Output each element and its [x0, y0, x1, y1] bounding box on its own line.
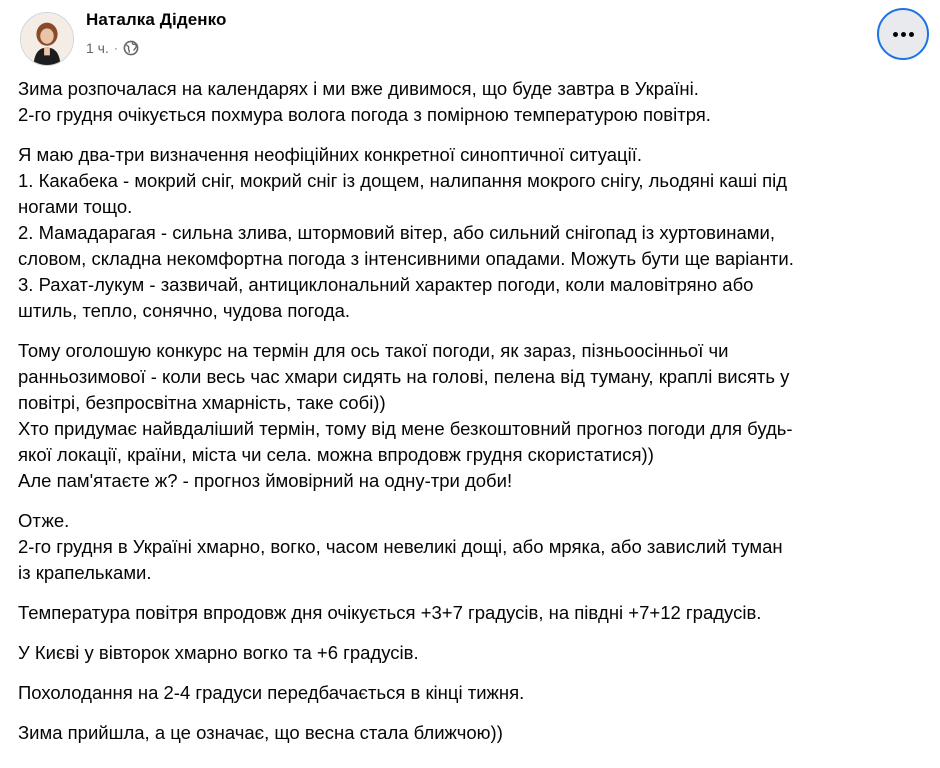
- post-text-line: 3. Рахат-лукум - зазвичай, антициклональний характер погоди, коли маловітряно або: [18, 274, 754, 295]
- globe-icon[interactable]: [123, 40, 139, 56]
- post-meta: [86, 40, 139, 56]
- post-paragraph: [18, 640, 934, 666]
- post-time[interactable]: 1 ч.: [86, 40, 109, 56]
- post-text-line: словом, складна некомфортна погода з інтенсивними опадами. Можуть бути ще варіанти.: [18, 248, 794, 269]
- post-text-line: якої локації, країни, міста чи села. можна впродовж грудня скористатися)): [18, 444, 654, 465]
- post-paragraph: [18, 508, 934, 586]
- post-text-line: Хто придумає найвдаліший термін, тому від мене безкоштовний прогноз погоди для будь-: [18, 418, 793, 439]
- meta-separator: ·: [113, 41, 118, 55]
- post-text-line: 2-го грудня в Україні хмарно, вогко, часом невеликі дощі, або мряка, або завислий туман: [18, 536, 783, 557]
- post-text-line: Я маю два-три визначення неофіційних конкретної синоптичної ситуації.: [18, 144, 643, 165]
- author-avatar[interactable]: [20, 12, 74, 66]
- more-options-button[interactable]: [877, 8, 929, 60]
- post-paragraph: [18, 76, 934, 128]
- post-text-line: ранньозимової - коли весь час хмари сидять на голові, пелена від туману, краплі висять у: [18, 366, 790, 387]
- post-text-line: Зима прийшла, а це означає, що весна стала ближчою)): [18, 722, 503, 743]
- post-text-line: Тому оголошую конкурс на термін для ось такої погоди, як зараз, пізньоосінньої чи: [18, 340, 729, 361]
- post-paragraph: [18, 142, 934, 324]
- post-paragraph: [18, 720, 934, 746]
- post-text-line: Отже.: [18, 510, 70, 531]
- post-text-line: 2-го грудня очікується похмура волога погода з помірною температурою повітря.: [18, 104, 711, 125]
- post-text-line: Температура повітря впродовж дня очікується +3+7 градусів, на півдні +7+12 градусів.: [18, 602, 762, 623]
- post-text-line: повітрі, безпросвітна хмарність, таке собі)): [18, 392, 386, 413]
- post-text-line: 1. Какабека - мокрий сніг, мокрий сніг із дощем, налипання мокрого снігу, льодяні каші під: [18, 170, 788, 191]
- post-paragraph: [18, 338, 934, 494]
- post-text-line: У Києві у вівторок хмарно вогко та +6 градусів.: [18, 642, 419, 663]
- author-name[interactable]: Наталка Діденко: [86, 10, 227, 29]
- post-text-line: Зима розпочалася на календарях і ми вже дивимося, що буде завтра в Україні.: [18, 78, 699, 99]
- post-text-line: із крапельками.: [18, 562, 152, 583]
- avatar-photo: [21, 13, 73, 65]
- post-paragraph: [18, 680, 934, 706]
- post-text-line: Але пам'ятаєте ж? - прогноз ймовірний на одну-три доби!: [18, 470, 513, 491]
- post-text-line: Похолодання на 2-4 градуси передбачається в кінці тижня.: [18, 682, 525, 703]
- post-paragraph: [18, 600, 934, 626]
- post-text-line: 2. Мамадарагая - сильна злива, штормовий вітер, або сильний снігопад із хуртовинами,: [18, 222, 776, 243]
- post-text-line: штиль, тепло, сонячно, чудова погода.: [18, 300, 351, 321]
- post-text-line: ногами тощо.: [18, 196, 133, 217]
- post-text: [18, 76, 934, 760]
- more-horizontal-icon: [893, 32, 914, 37]
